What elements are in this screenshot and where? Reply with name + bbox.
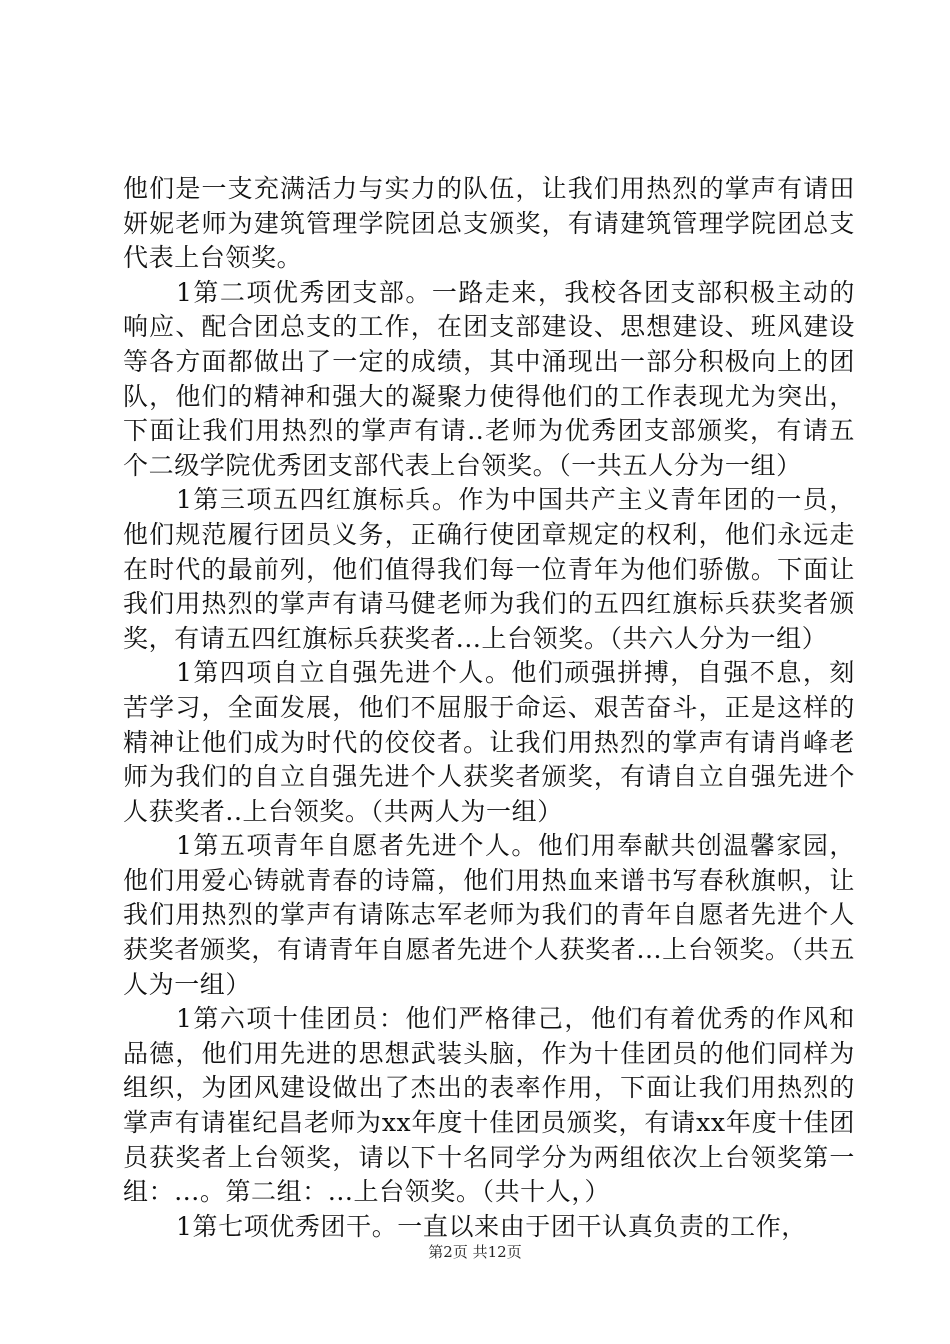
paragraph-self-reliance: 1第四项自立自强先进个人。他们顽强拼搏，自强不息，刻苦学习，全面发展，他们不屈服于命运、艰苦奋斗，正是这样的精神让他们成为时代的佼佼者。让我们用热烈的掌声有请肖峰老师为我们的自立自强先进个人获奖者颁奖，有请自立自强先进个人获奖者..上台领奖。（共两人为一组） — [123, 658, 855, 826]
paragraph-excellent-branch: 1第二项优秀团支部。一路走来，我校各团支部积极主动的响应、配合团总支的工作，在团支部建设、思想建设、班风建设等各方面都做出了一定的成绩，其中涌现出一部分积极向上的团队，他们的精神和强大的凝聚力使得他们的工作表现尤为突出，下面让我们用热烈的掌声有请..老师为优秀团支部颁奖，有请五个二级学院优秀团支部代表上台领奖。（一共五人分为一组） — [123, 277, 855, 480]
paragraph-red-flag-model: 1第三项五四红旗标兵。作为中国共产主义青年团的一员，他们规范履行团员义务，正确行使团章规定的权利，他们永远走在时代的最前列，他们值得我们每一位青年为他们骄傲。下面让我们用热烈的掌声有请马健老师为我们的五四红旗标兵获奖者颁奖，有请五四红旗标兵获奖者...上台领奖。（共六人分为一组） — [123, 485, 855, 653]
document-body — [123, 172, 855, 1244]
paragraph-excellent-cadre: 1第七项优秀团干。一直以来由于团干认真负责的工作， — [176, 1211, 807, 1241]
paragraph-continuation: 他们是一支充满活力与实力的队伍，让我们用热烈的掌声有请田妍妮老师为建筑管理学院团总支颁奖，有请建筑管理学院团总支代表上台领奖。 — [123, 174, 855, 273]
paragraph-top-ten-members: 1第六项十佳团员：他们严格律己，他们有着优秀的作风和品德，他们用先进的思想武装头脑，作为十佳团员的他们同样为组织，为团风建设做出了杰出的表率作用，下面让我们用热烈的掌声有请崔纪昌老师为xx年度十佳团员颁奖，有请xx年度十佳团员获奖者上台领奖，请以下十名同学分为两组依次上台领奖第一组：...。第二组：...上台领奖。（共十人，） — [123, 1004, 855, 1207]
page-number-footer: 第2页 共12页 — [428, 1243, 522, 1261]
paragraph-volunteer: 1第五项青年自愿者先进个人。他们用奉献共创温馨家园，他们用爱心铸就青春的诗篇，他们用热血来谱书写春秋旗帜，让我们用热烈的掌声有请陈志军老师为我们的青年自愿者先进个人获奖者颁奖，有请青年自愿者先进个人获奖者...上台领奖。（共五人为一组） — [123, 831, 855, 999]
